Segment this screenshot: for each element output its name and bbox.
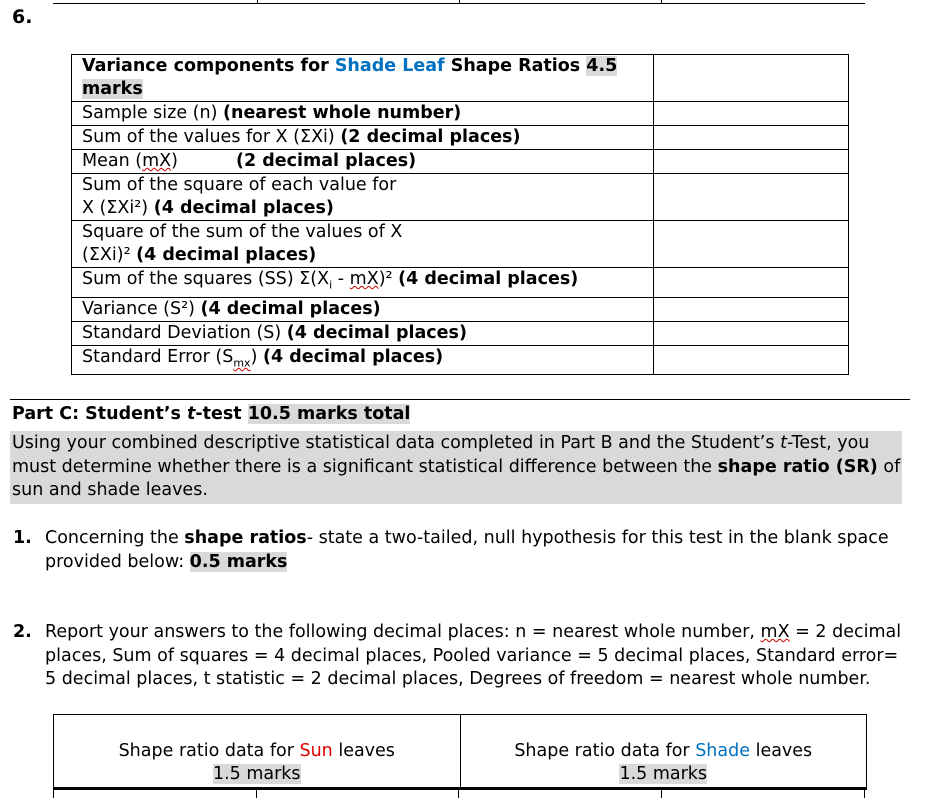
answer-cell[interactable] <box>654 174 849 221</box>
marks-badge: 4.5 marks <box>82 56 618 99</box>
answer-cell[interactable] <box>654 321 849 345</box>
row-label: Sample size (n) (nearest whole number) <box>72 102 654 126</box>
part-c-intro: Using your combined descriptive statistical data completed in Part B and the Student’s t-Test, you must determine whether there is a significant statistical difference between the shape ratio (SR) of sun and shade leaves. <box>10 431 902 504</box>
question-2: 2. Report your answers to the following decimal places: n = nearest whole number, mX = 2 decimal places, Sum of squares = 4 decimal places, Pooled variance = 5 decimal places, Standard error= 5 decimal places, t statistic = 2 decimal places, Degrees of freedom = nearest whole number. <box>13 622 902 689</box>
answer-cell[interactable] <box>654 268 849 298</box>
row-label: Standard Deviation (S) (4 decimal places) <box>72 321 654 345</box>
variance-components-table <box>71 54 849 375</box>
marks-badge: 1.5 marks <box>619 764 708 784</box>
table-row <box>72 297 849 321</box>
row-label: Variance (S²) (4 decimal places) <box>72 297 654 321</box>
answer-cell[interactable] <box>654 297 849 321</box>
table-row <box>72 345 849 375</box>
answer-cell[interactable] <box>654 221 849 268</box>
question-number: 1. <box>13 528 32 548</box>
table-title: Variance components for Shade Leaf Shape Ratios 4.5 marks <box>72 55 654 102</box>
table-divider <box>257 0 258 4</box>
table-row <box>72 126 849 150</box>
row-label: Mean (mX) (2 decimal places) <box>72 150 654 174</box>
question-1: 1. Concerning the shape ratios- state a two-tailed, null hypothesis for this test in the blank space provided below: 0.5 marks <box>13 528 889 572</box>
answer-cell[interactable] <box>654 55 849 102</box>
marks-badge: 10.5 marks total <box>247 404 411 424</box>
shape-ratio-table <box>53 714 867 790</box>
row-label: Sum of the square of each value for X (ΣXi²) (4 decimal places) <box>72 174 654 221</box>
table-row <box>72 221 849 268</box>
row-label: Sum of the squares (SS) $\Sigma(X_i - mX)^2$ (4 decimal places) <box>72 268 654 298</box>
shade-leaves-header: Shape ratio data for Shade leaves 1.5 marks <box>460 715 867 787</box>
answer-cell[interactable] <box>654 102 849 126</box>
answer-cell[interactable] <box>654 126 849 150</box>
sun-leaves-header: Shape ratio data for Sun leaves 1.5 marks <box>118 741 395 784</box>
marks-badge: 1.5 marks <box>212 764 301 784</box>
table-row <box>72 321 849 345</box>
part-c-title: Part C: Student’s t-test 10.5 marks total <box>12 404 411 424</box>
row-label: Sum of the values for X (ΣXi) (2 decimal places) <box>72 126 654 150</box>
table-divider <box>459 0 460 4</box>
table-row <box>72 268 849 298</box>
table-row <box>72 174 849 221</box>
table-row <box>72 150 849 174</box>
marks-badge: 0.5 marks <box>189 551 288 572</box>
table-header-row <box>72 55 849 102</box>
table-divider <box>661 0 662 4</box>
question-number: 2. <box>13 622 32 642</box>
question-number-6: 6. <box>12 6 33 28</box>
section-divider <box>10 399 910 400</box>
answer-cell[interactable] <box>654 150 849 174</box>
answer-cell[interactable] <box>654 345 849 375</box>
row-label: Standard Error $(S_{mx})$ (4 decimal places) <box>72 345 654 375</box>
row-label: Square of the sum of the values of X (ΣXi)² (4 decimal places) <box>72 221 654 268</box>
table-row <box>72 102 849 126</box>
table-continuation <box>53 789 865 798</box>
